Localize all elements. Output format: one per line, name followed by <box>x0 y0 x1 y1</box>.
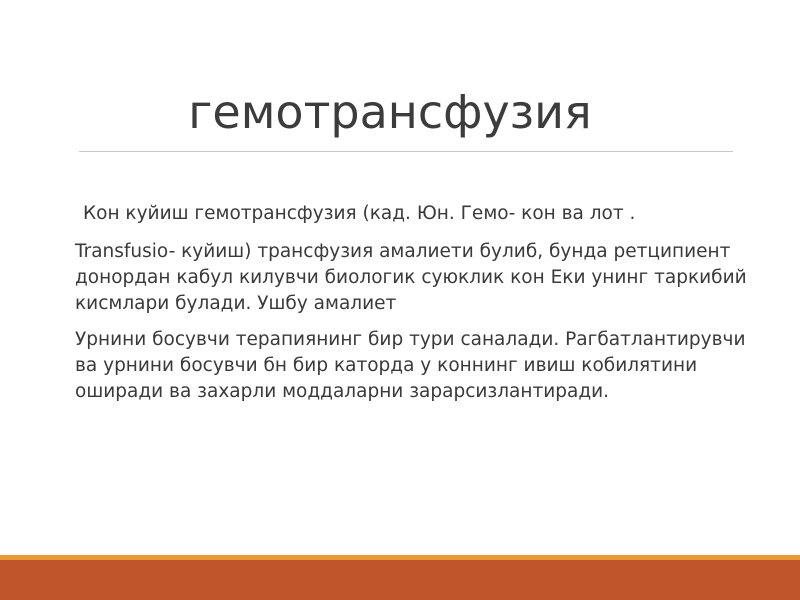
body-paragraph-1: Кон куйиш гемотрансфузия (кад. Юн. Гемо- кон ва лот . <box>83 203 636 224</box>
slide-body <box>75 201 765 415</box>
slide-title: гемотрансфузия <box>188 85 592 139</box>
body-paragraph-3: Урнини босувчи терапиянинг бир тури саналади. Рагбатлантирувчи ва урнини босувчи бн бир каторда у коннинг ивиш кобилятини оширади ва захарли моддаларни зарарсизлантиради. <box>75 329 746 402</box>
footer-band <box>0 560 800 600</box>
body-paragraph-2: Transfusio- куйиш) трансфузия амалиети булиб, бунда ретципиент донордан кабул килувчи биологик суюклик кон Еки унинг таркибий кисмлари булади. Ушбу амалиет <box>75 241 747 314</box>
title-divider <box>79 151 733 152</box>
